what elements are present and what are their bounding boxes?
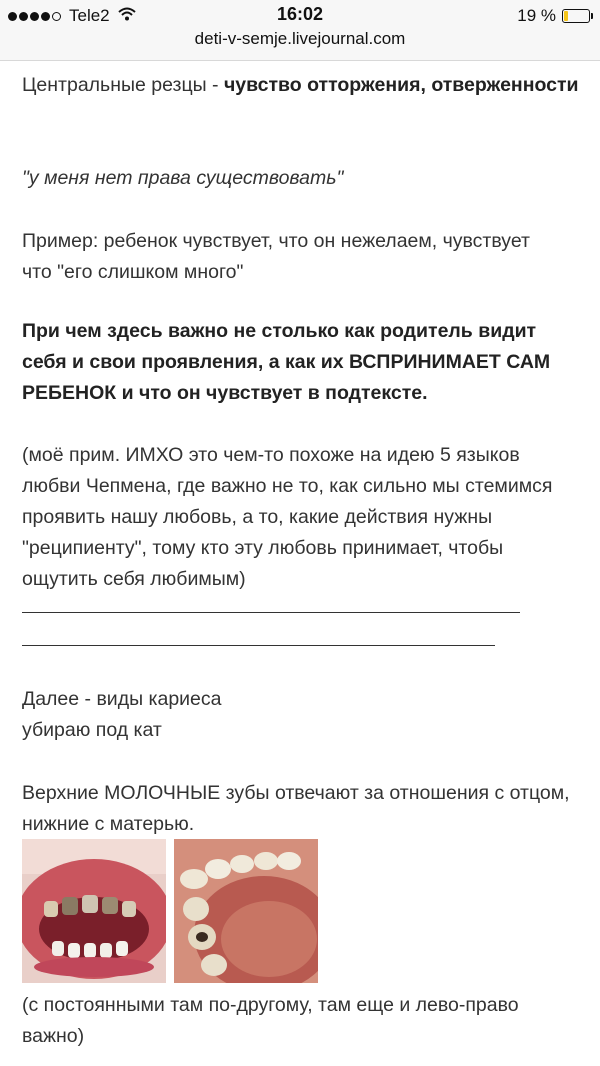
- author-note: (моё прим. ИМХО это чем-то похоже на идею 5 языков любви Чепмена, где важно не то, как сильно мы стемимся проявить нашу любовь, а то, какие действия нужны "реципиенту", тому кто эту любовь принимает, чтобы ощутить себя любимым): [22, 444, 553, 590]
- incisors-meaning: чувство отторжения, отверженности: [223, 74, 579, 96]
- example-text: Пример: ребенок чувствует, что он нежелаем, чувствует что "его слишком много": [22, 230, 530, 283]
- separator-line: [22, 645, 495, 646]
- permanent-teeth-photo[interactable]: [174, 839, 318, 983]
- milk-teeth-text: Верхние МОЛОЧНЫЕ зубы отвечают за отношения с отцом, нижние с матерью.: [22, 782, 570, 835]
- quote-text: "у меня нет права существовать": [22, 167, 344, 189]
- status-bar: [0, 0, 600, 61]
- incisors-heading: [22, 70, 582, 101]
- address-bar-url[interactable]: deti-v-semje.livejournal.com: [194, 29, 406, 48]
- battery-cap: [591, 13, 593, 19]
- next-section-text: Далее - виды кариеса: [22, 688, 222, 710]
- battery-group: [517, 6, 590, 26]
- cut-text: убираю под кат: [22, 719, 162, 741]
- photo-row: [22, 839, 318, 983]
- separator-line: [22, 612, 520, 613]
- emphasis-paragraph: При чем здесь важно не столько как родитель видит себя и свои проявления, а как их ВСПРИНИМАЕТ САМ РЕБЕНОК и что он чувствует в подтексте.: [22, 320, 551, 404]
- baby-teeth-photo[interactable]: [22, 839, 166, 983]
- battery-fill: [564, 11, 568, 21]
- clock: 16:02: [276, 4, 324, 24]
- carrier-name: Tele2: [69, 6, 110, 25]
- battery-icon: [562, 9, 590, 23]
- incisors-label: Центральные резцы -: [22, 74, 224, 96]
- permanent-teeth-text: (с постоянными там по-другому, там еще и лево-право важно): [22, 994, 519, 1047]
- battery-percent: 19 %: [517, 6, 556, 25]
